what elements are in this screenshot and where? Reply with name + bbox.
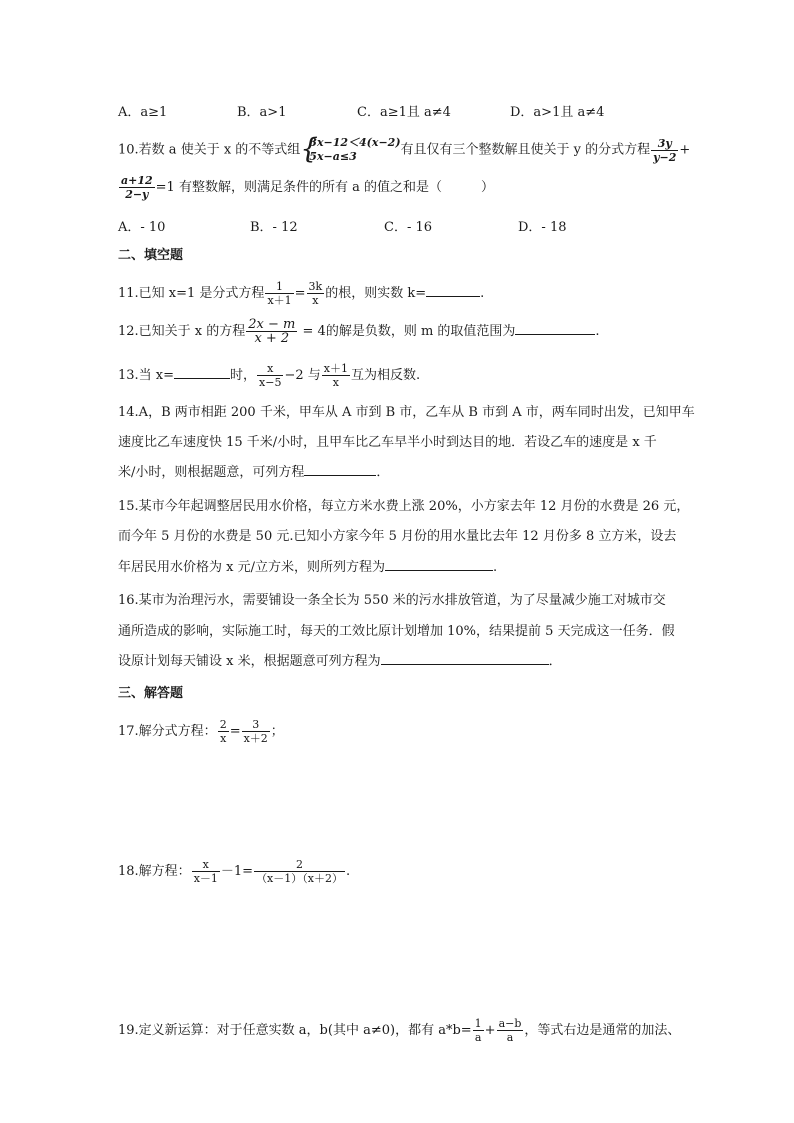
q13 [118,362,420,389]
period: . [345,864,351,879]
q12-suffix: 的解是负数，则 m 的取值范围为 [325,324,516,339]
q12-prefix: 12.已知关于 x 的方程 [118,324,246,339]
q12-rhs: = 4 [298,324,326,339]
q10-suffix: =1 有整数解，则满足条件的所有 a 的值之和是（ ） [155,180,494,195]
period: . [595,324,600,339]
plus-sign: + [484,1023,496,1038]
q12-fraction: $\frac{2x - m}{x + 2}$ [248,317,296,346]
q10-line1 [118,132,691,165]
semicolon: ； [270,724,284,739]
q9-option-d: D．a>1且 a≠4 [510,105,605,120]
q13-mid: 时， [230,368,257,383]
q10-option-a: A．- 10 [118,220,166,235]
q19-prefix: 19.定义新运算：对于任意实数 a，b(其中 a≠0)，都有 a*b= [118,1023,472,1038]
q10-middle: 有且仅有三个整数解且使关于 y 的分式方程 [400,142,651,158]
q10-fraction-2: $\frac{a+12}{2-y}$ [121,174,153,201]
q19-fraction-2: $\frac{a-b}{a}$ [498,1017,522,1044]
q13-fraction-1: $\frac{x}{x-5}$ [259,362,282,389]
q18-fraction-1: $\frac{x}{x-1}$ [193,858,218,885]
answer-blank [174,366,230,379]
q10-fraction-1: $\frac{3y}{y-2}$ [653,136,677,164]
answer-blank [515,322,595,335]
q18-fraction-2: $\frac{2}{(x-1)(x+2)}$ [256,858,343,885]
q9-option-c: C．a≥1且 a≠4 [357,105,451,120]
q11-suffix: 的根，则实数 k= [325,286,427,301]
equals: = [294,286,306,301]
q11-fraction-2: $\frac{3k}{x}$ [308,280,323,307]
q13-suffix: 互为相反数. [350,368,421,383]
q11-prefix: 11.已知 x=1 是分式方程 [118,286,265,301]
answer-blank [381,652,549,665]
answer-blank [385,558,493,571]
q13-minus: −2 与 [284,368,321,383]
q12 [118,318,600,345]
q13-prefix: 13.当 x= [118,368,175,383]
q16-line1: 16.某市为治理污水，需要铺设一条全长为 550 米的污水排放管道，为了尽量减少施工对城市交 [118,593,666,608]
q17-fraction-2: $\frac{3}{x+2}$ [243,718,268,745]
q19-fraction-1: $\frac{1}{a}$ [474,1017,482,1044]
q14-line1: 14.A，B 两市相距 200 千米，甲车从 A 市到 B 市，乙车从 B 市到 A 市，两车同时出发，已知甲车 [118,405,695,420]
q17-fraction-1: $\frac{2}{x}$ [219,718,227,745]
q19 [118,1017,680,1044]
q18-mid: －1= [220,864,254,879]
q16-line2: 通所造成的影响，实际施工时，每天的工效比原计划增加 10%，结果提前 5 天完成这一任务．假 [118,624,675,639]
answer-blank [426,284,480,297]
answer-blank [304,463,376,476]
q15-line1: 15.某市今年起调整居民用水价格，每立方米水费上涨 20%，小方家去年 12 月份的水费是 26 元， [118,499,690,514]
q16-line3: 设原计划每天铺设 x 米，根据题意可列方程为 ． [118,654,562,669]
section-fill-in-heading: 二、填空题 [118,248,184,263]
q19-suffix: ，等式右边是通常的加法、 [524,1023,681,1038]
q10-prefix: 10.若数 a 使关于 x 的不等式组 [118,142,301,158]
q18 [118,858,350,885]
q17-prefix: 17.解分式方程： [118,724,217,739]
q9-option-a: A．a≥1 [118,105,168,120]
period: . [480,286,485,301]
q10-line2 [118,174,494,201]
q10-option-d: D．- 18 [518,220,567,235]
q10-option-c: C．- 16 [384,220,433,235]
q15-line3: 年居民用水价格为 x 元/立方米，则所列方程为 . [118,560,498,575]
plus-sign: + [679,142,691,158]
q18-prefix: 18.解方程： [118,864,191,879]
q10-option-b: B．- 12 [250,220,298,235]
q11 [118,280,484,307]
q15-line2: 而今年 5 月份的水费是 50 元.已知小方家今年 5 月份的用水量比去年 12 月份多 8 立方米，设去 [118,529,677,544]
section-solve-heading: 三、解答题 [118,686,184,701]
q13-fraction-2: $\frac{x+1}{x}$ [323,362,348,389]
inequality-system: { 3x−12＜4(x−2) 5x−a≤3 [300,132,401,165]
inequality-2: 5x−a≤3 [309,150,357,163]
q14-line3: 米/小时，则根据题意，可列方程 ． [118,465,390,480]
q11-fraction-1: $\frac{1}{x+1}$ [267,280,292,307]
equals: = [229,724,241,739]
inequality-1: 3x−12＜4(x−2) [309,136,401,149]
q14-line2: 速度比乙车速度快 15 千米/小时，且甲车比乙车早半小时到达目的地．若设乙车的速度是 x 千 [118,435,657,450]
q9-option-b: B．a>1 [237,105,287,120]
q17 [118,718,284,745]
